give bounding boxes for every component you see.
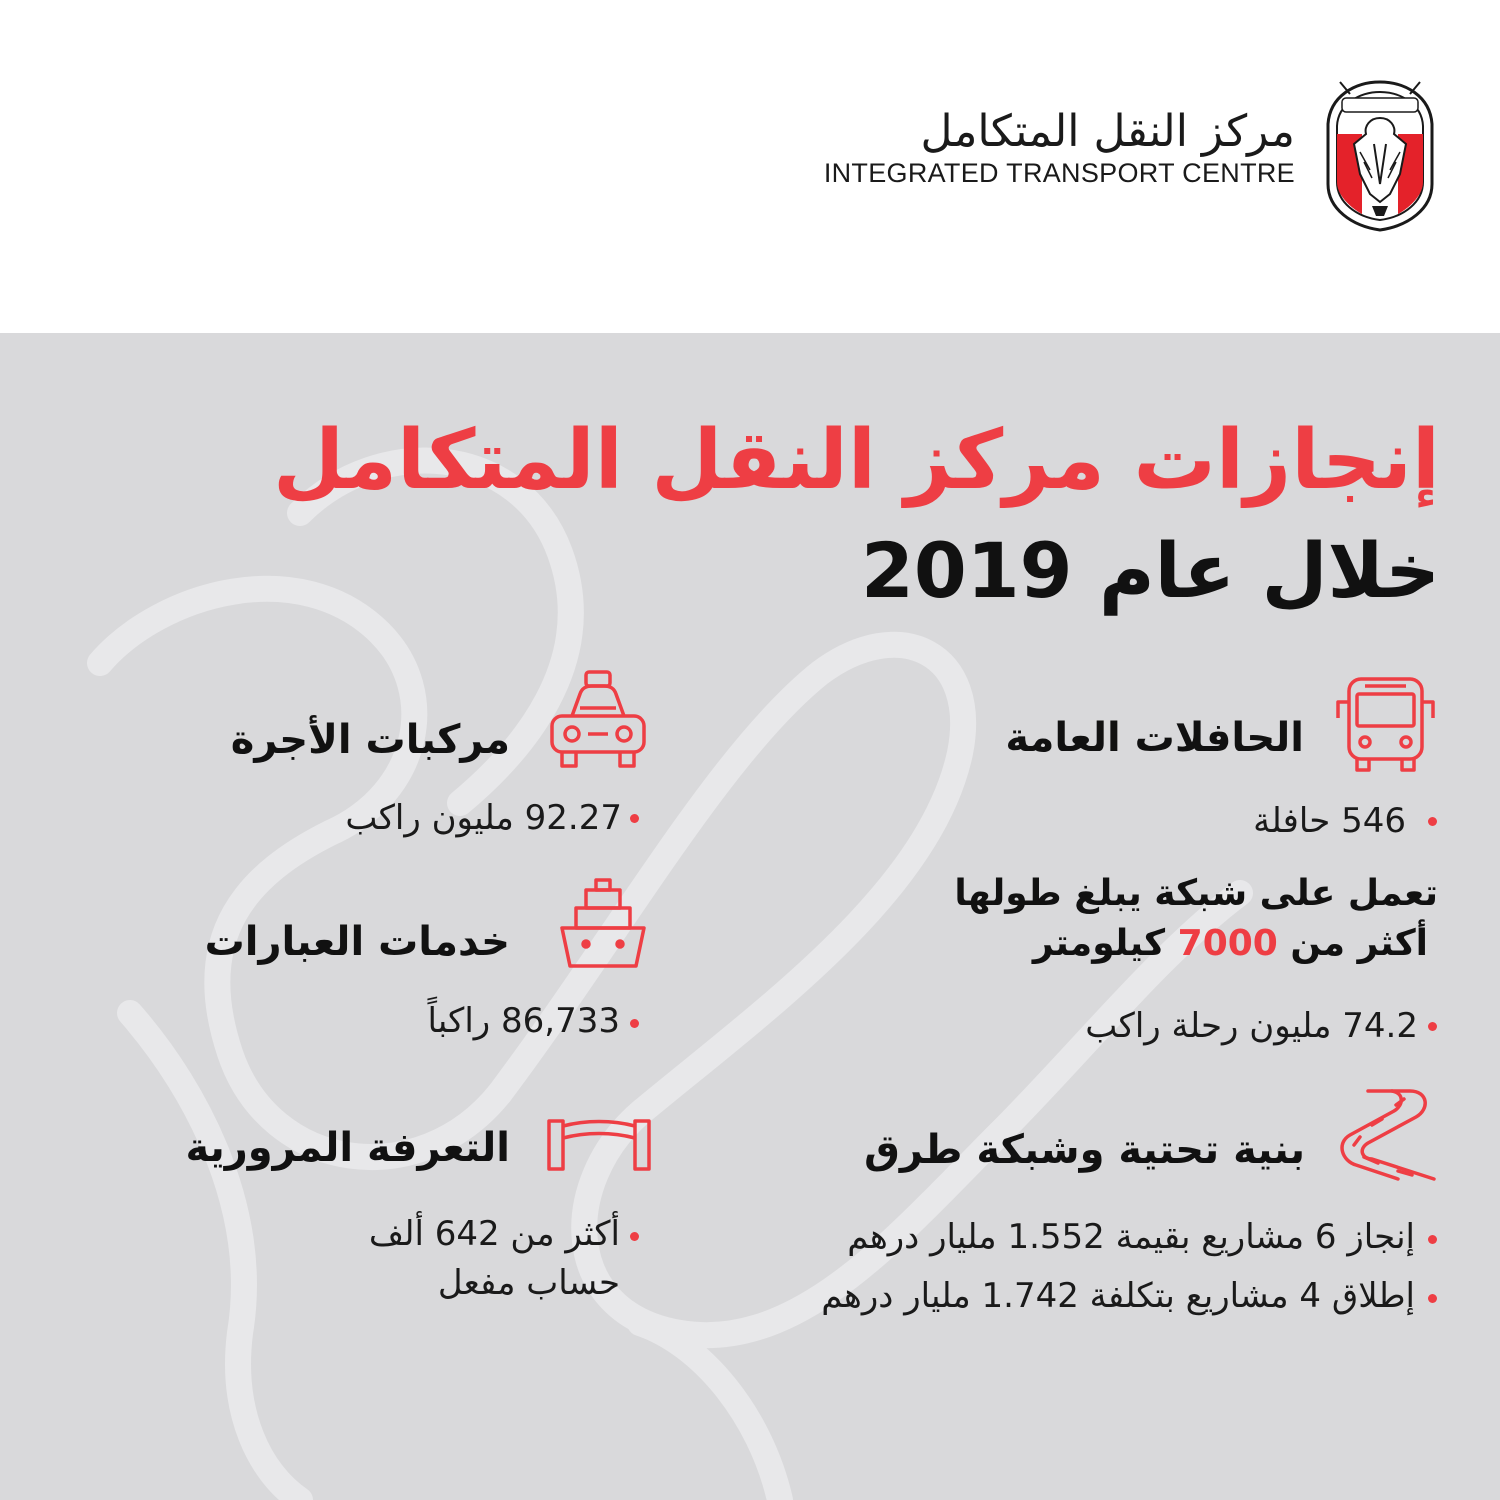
network-suffix: كيلومتر xyxy=(1032,923,1166,964)
tolls-title: التعرفة المرورية xyxy=(185,1125,510,1171)
bus-icon xyxy=(1333,674,1438,776)
roads-title: بنية تحتية وشبكة طرق xyxy=(864,1127,1305,1173)
buses-count: 546 حافلة xyxy=(1253,801,1406,841)
brand-name-english: INTEGRATED TRANSPORT CENTRE xyxy=(823,158,1295,188)
toll-gate-icon xyxy=(546,1118,652,1172)
bullet-dot xyxy=(630,1232,639,1241)
network-prefix: أكثر من xyxy=(1290,923,1428,964)
buses-trips: 74.2 مليون رحلة راكب xyxy=(1085,1006,1418,1046)
network-km-value: 7000 xyxy=(1177,923,1278,964)
bullet-dot xyxy=(630,1019,639,1028)
brand-name-arabic: مركز النقل المتكامل xyxy=(920,106,1295,157)
headline-subtitle: خلال عام 2019 xyxy=(860,526,1440,615)
tolls-accounts-line1: أكثر من 642 ألف xyxy=(368,1214,620,1254)
buses-network-line1: تعمل على شبكة يبلغ طولها xyxy=(954,873,1438,914)
bullet-dot xyxy=(630,814,639,823)
ferries-riders: 86,733 راكباً xyxy=(427,1001,620,1041)
roads-completed-projects: إنجاز 6 مشاريع بقيمة 1.552 مليار درهم xyxy=(847,1217,1415,1257)
ferry-icon xyxy=(556,876,650,972)
bullet-dot xyxy=(1428,1022,1437,1031)
bullet-dot xyxy=(1428,817,1437,826)
taxi-icon xyxy=(546,668,650,770)
buses-network-line2 xyxy=(1033,922,1428,965)
headline-title: إنجازات مركز النقل المتكامل xyxy=(273,413,1440,508)
buses-title: الحافلات العامة xyxy=(1005,715,1304,761)
content-panel xyxy=(0,333,1500,1500)
tolls-accounts-line2: حساب مفعل xyxy=(437,1263,620,1303)
winding-road-icon xyxy=(1338,1085,1438,1183)
ferries-title: خدمات العبارات xyxy=(204,919,510,965)
abu-dhabi-falcon-emblem-icon xyxy=(1320,74,1440,234)
bullet-dot xyxy=(1428,1235,1437,1244)
background-decorative-lines xyxy=(0,333,1500,1500)
taxis-title: مركبات الأجرة xyxy=(230,717,510,763)
roads-launched-projects: إطلاق 4 مشاريع بتكلفة 1.742 مليار درهم xyxy=(821,1276,1415,1316)
bullet-dot xyxy=(1428,1294,1437,1303)
taxis-riders: 92.27 مليون راكب xyxy=(345,798,622,838)
